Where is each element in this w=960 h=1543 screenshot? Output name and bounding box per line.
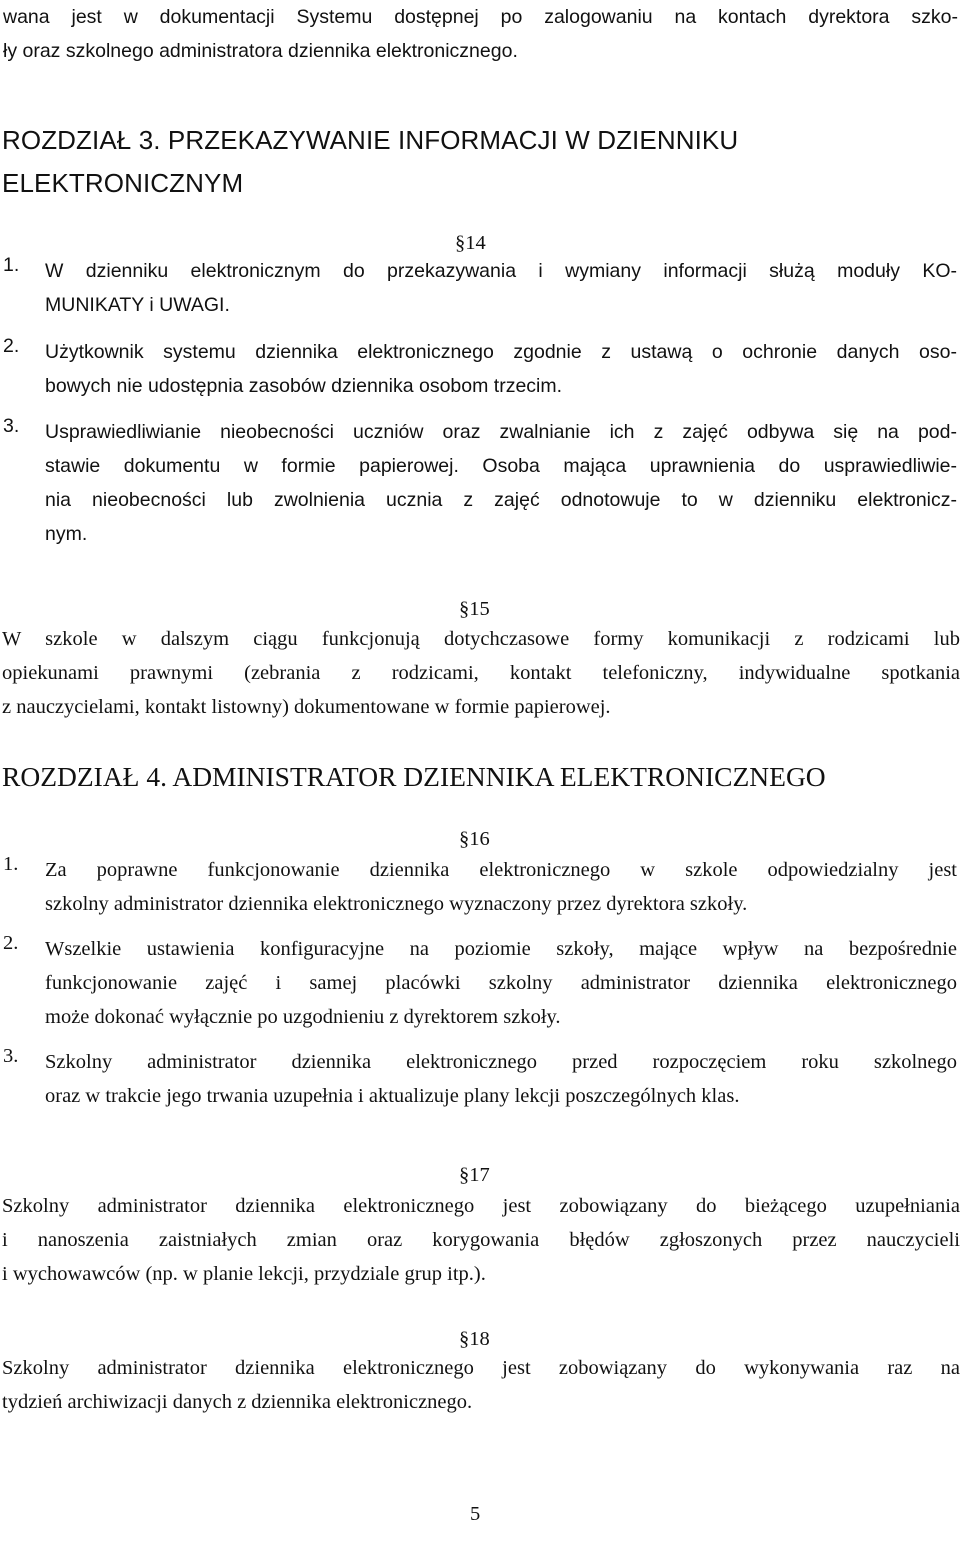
item-line: Użytkownik systemu dziennika elektronicznego zgodnie z ustawą o ochronie danych oso- (45, 341, 957, 363)
item-number: 1. (3, 254, 20, 276)
page-number: 5 (470, 1503, 481, 1525)
chapter-heading: ROZDZIAŁ 4. ADMINISTRATOR DZIENNIKA ELEKTRONICZNEGO (2, 761, 826, 792)
chapter-heading-line: ELEKTRONICZNYM (2, 168, 244, 198)
section-mark: §14 (455, 232, 486, 254)
paragraph-line: tydzień archiwizacji danych z dziennika elektronicznego. (2, 1391, 473, 1413)
paragraph-line: opiekunami prawnymi (zebrania z rodzicami, kontakt telefoniczny, indywidualne spotkania (2, 662, 960, 684)
item-line: bowych nie udostępnia zasobów dziennika osobom trzecim. (45, 375, 563, 397)
paragraph (2, 1351, 960, 1419)
item-line: Wszelkie ustawienia konfiguracyjne na poziomie szkoły, mające wpływ na bezpośrednie (45, 938, 957, 960)
section-mark: §16 (459, 828, 490, 850)
paragraph-line: i wychowawców (np. w planie lekcji, przydziale grup itp.). (2, 1263, 486, 1285)
paragraph-line: Szkolny administrator dziennika elektronicznego jest zobowiązany do wykonywania raz na (2, 1357, 960, 1379)
paragraph (2, 622, 960, 724)
section-mark: §18 (459, 1328, 490, 1350)
section-mark: §15 (459, 598, 490, 620)
item-number: 3. (3, 415, 20, 437)
item-line: oraz w trakcie jego trwania uzupełnia i aktualizuje plany lekcji poszczególnych klas. (45, 1085, 740, 1107)
item-line: Szkolny administrator dziennika elektronicznego przed rozpoczęciem roku szkolnego (45, 1051, 957, 1073)
item-line: Za poprawne funkcjonowanie dziennika elektronicznego w szkole odpowiedzialny jest (45, 859, 957, 881)
item-line: W dzienniku elektronicznym do przekazywania i wymiany informacji służą moduły KO- (45, 260, 957, 282)
paragraph-line: Szkolny administrator dziennika elektronicznego jest zobowiązany do bieżącego uzupełniania (2, 1195, 960, 1217)
item-number: 3. (3, 1045, 19, 1067)
paragraph-line: z nauczycielami, kontakt listowny) dokumentowane w formie papierowej. (2, 696, 611, 718)
item-line: szkolny administrator dziennika elektronicznego wyznaczony przez dyrektora szkoły. (45, 893, 748, 915)
intro-line: wana jest w dokumentacji Systemu dostępnej po zalogowaniu na kontach dyrektora szko- (3, 6, 958, 28)
item-number: 2. (3, 335, 20, 357)
item-line: Usprawiedliwianie nieobecności uczniów oraz zwalnianie ich z zajęć odbywa się na pod- (45, 421, 957, 443)
item-line: MUNIKATY i UWAGI. (45, 294, 230, 316)
paragraph-line: W szkole w dalszym ciągu funkcjonują dotychczasowe formy komunikacji z rodzicami lub (2, 628, 960, 650)
item-line: funkcjonowanie zajęć i samej placówki szkolny administrator dziennika elektronicznego (45, 972, 957, 994)
section-mark: §17 (459, 1164, 490, 1186)
chapter-heading (2, 119, 738, 205)
paragraph-line: i nanoszenia zaistniałych zmian oraz korygowania błędów zgłoszonych przez nauczycieli (2, 1229, 960, 1251)
item-number: 1. (3, 853, 19, 875)
item-line: może dokonać wyłącznie po uzgodnieniu z dyrektorem szkoły. (45, 1006, 561, 1028)
item-number: 2. (3, 932, 19, 954)
intro-line: ły oraz szkolnego administratora dziennika elektronicznego. (3, 40, 518, 62)
item-line: stawie dokumentu w formie papierowej. Osoba mająca uprawnienia do usprawiedliwie- (45, 455, 957, 477)
paragraph (2, 1189, 960, 1291)
chapter-heading-line: ROZDZIAŁ 3. PRZEKAZYWANIE INFORMACJI W DZIENNIKU (2, 125, 739, 155)
intro-paragraph (3, 0, 958, 68)
item-line: nym. (45, 523, 88, 545)
item-line: nia nieobecności lub zwolnienia ucznia z zajęć odnotowuje to w dzienniku elektronicz- (45, 489, 957, 511)
